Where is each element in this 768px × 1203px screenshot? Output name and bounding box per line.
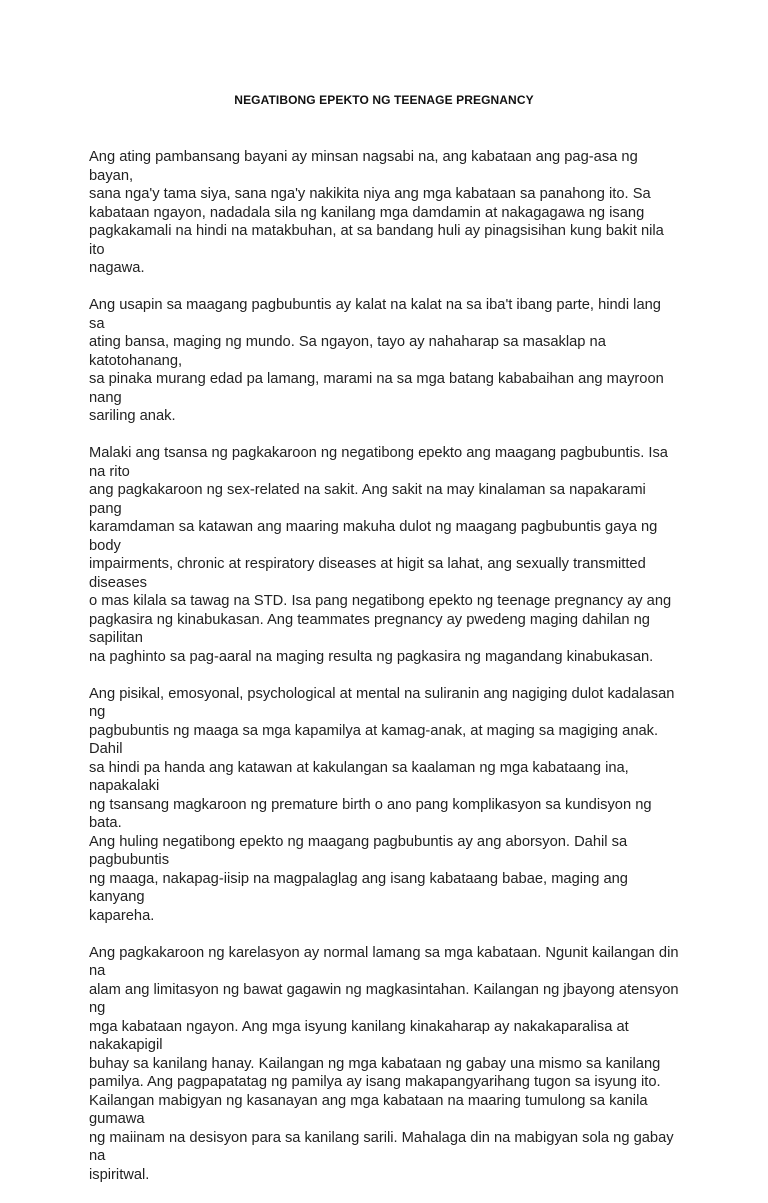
text-line: pagkasira ng kinabukasan. Ang teammates pregnancy ay pwedeng maging dahilan ng sapilitan (89, 611, 650, 646)
text-line: pamilya. Ang pagpapatatag ng pamilya ay isang makapangyarihang tugon sa isyung ito. (89, 1074, 661, 1090)
paragraph (89, 148, 679, 278)
text-line: nagawa. (89, 260, 145, 276)
text-line: Ang pagkakaroon ng karelasyon ay normal lamang sa mga kabataan. Ngunit kailangan din na (89, 944, 679, 979)
document-title: NEGATIBONG EPEKTO NG TEENAGE PREGNANCY (234, 93, 534, 107)
text-line: Kailangan mabigyan ng kasanayan ang mga kabataan na maaring tumulong sa kanila gumawa (89, 1092, 648, 1127)
paragraph (89, 685, 679, 926)
text-line: kabataan ngayon, nadadala sila ng kanilang mga damdamin at nakagagawa ng isang (89, 204, 645, 221)
text-line: ating bansa, maging ng mundo. Sa ngayon, tayo ay nahaharap sa masaklap na katotohanang, (89, 334, 606, 369)
text-line: sa hindi pa handa ang katawan at kakulangan sa kaalaman ng mga kabataang ina, napakalaki (89, 759, 629, 794)
paragraph (89, 296, 679, 426)
text-line: impairments, chronic at respiratory diseases at higit sa lahat, ang sexually transmitted diseases (89, 556, 646, 591)
text-line: Ang pisikal, emosyonal, psychological at mental na suliranin ang nagiging dulot kadalasan ng (89, 685, 675, 720)
text-line: ng maiinam na desisyon para sa kanilang sarili. Mahalaga din na mabigyan sola ng gabay na (89, 1129, 674, 1164)
text-line: kapareha. (89, 907, 155, 924)
text-line: mga kabataan ngayon. Ang mga isyung kanilang kinakaharap ay nakakaparalisa at nakakapigil (89, 1018, 629, 1053)
text-line: karamdaman sa katawan ang maaring makuha dulot ng maagang pagbubuntis gaya ng body (89, 519, 658, 554)
text-line: na paghinto sa pag-aaral na maging resulta ng pagkasira ng magandang kinabukasan. (89, 648, 654, 665)
text-line: ang pagkakaroon ng sex-related na sakit. Ang sakit na may kinalaman sa napakarami pang (89, 482, 646, 517)
text-line: Ang huling negatibong epekto ng maagang pagbubuntis ay ang aborsyon. Dahil sa pagbubuntis (89, 833, 628, 868)
text-line: ng tsansang magkaroon ng premature birth o ano pang komplikasyon sa kundisyon ng bata. (89, 796, 652, 831)
text-line: pagbubuntis ng maaga sa mga kapamilya at kamag-anak, at maging sa magiging anak. Dahil (89, 722, 659, 757)
text-line: o mas kilala sa tawag na STD. Isa pang negatibong epekto ng teenage pregnancy ay ang (89, 593, 672, 609)
text-line: Ang usapin sa maagang pagbubuntis ay kalat na kalat na sa iba't ibang parte, hindi lang sa (89, 297, 661, 332)
document-body (89, 148, 679, 1203)
text-line: sana nga'y tama siya, sana nga'y nakikita niya ang mga kabataan sa panahong ito. Sa (89, 186, 651, 202)
text-line: ng maaga, nakapag-iisip na magpalaglag ang isang kabataang babae, maging ang kanyang (89, 870, 628, 905)
paragraph (89, 944, 679, 1185)
text-line: alam ang limitasyon ng bawat gagawin ng magkasintahan. Kailangan ng jbayong atensyon ng (89, 981, 679, 1016)
text-line: ispiritwal. (89, 1166, 150, 1183)
text-line: sariling anak. (89, 408, 176, 424)
text-line: sa pinaka murang edad pa lamang, marami na sa mga batang kababaihan ang mayroon nang (89, 371, 664, 406)
paragraph (89, 444, 679, 666)
text-line: Malaki ang tsansa ng pagkakaroon ng negatibong epekto ang maagang pagbubuntis. Isa na rito (89, 445, 668, 480)
text-line: buhay sa kanilang hanay. Kailangan ng mga kabataan ng gabay una mismo sa kanilang (89, 1055, 661, 1072)
text-line: pagkakamali na hindi na matakbuhan, at sa bandang huli ay pinagsisihan kung bakit nila ito (89, 223, 664, 258)
text-line: Ang ating pambansang bayani ay minsan nagsabi na, ang kabataan ang pag-asa ng bayan, (89, 149, 638, 184)
